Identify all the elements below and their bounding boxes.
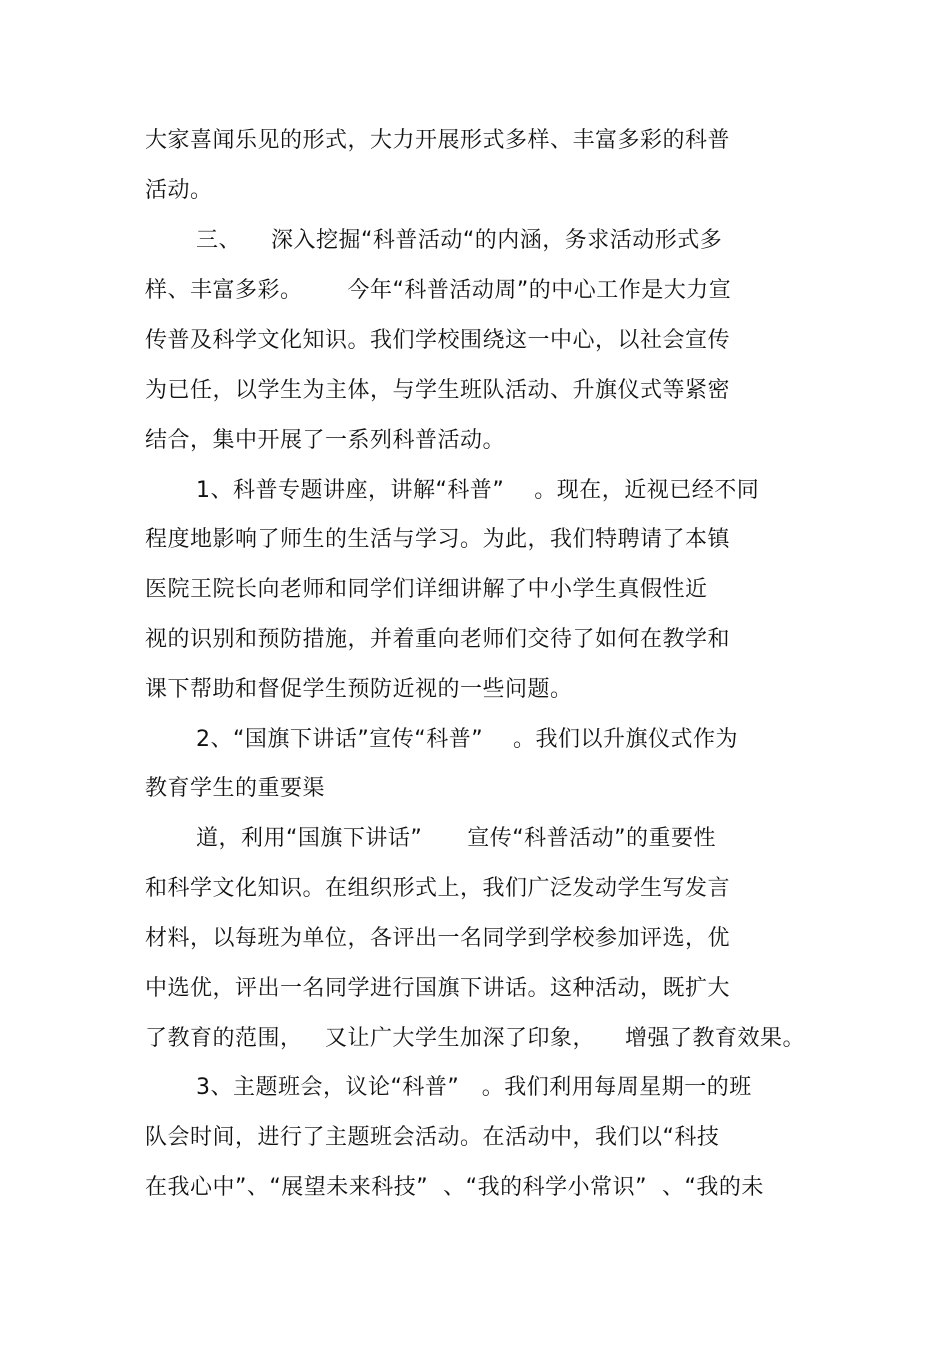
text-line: 程度地影响了师生的生活与学习。为此，我们特聘请了本镇 bbox=[145, 527, 731, 552]
text-line: 教育学生的重要渠 bbox=[145, 776, 326, 801]
text-line: 三、 深入挖掘“科普活动“的内涵，务求活动形式多 bbox=[196, 228, 723, 253]
text-line: 医院王院长向老师和同学们详细讲解了中小学生真假性近 bbox=[145, 577, 708, 602]
text-line: 样、丰富多彩。 今年“科普活动周”的中心工作是大力宣 bbox=[145, 278, 732, 303]
text-line: 为已任，以学生为主体，与学生班队活动、升旗仪式等紧密 bbox=[145, 378, 731, 403]
text-line: 传普及科学文化知识。我们学校围绕这一中心，以社会宣传 bbox=[145, 328, 731, 353]
text-line: 视的识别和预防措施，并着重向老师们交待了如何在教学和 bbox=[145, 627, 731, 652]
text-line: 大家喜闻乐见的形式，大力开展形式多样、丰富多彩的科普 bbox=[145, 128, 731, 153]
text-line: 1、科普专题讲座，讲解“科普” 。现在，近视已经不同 bbox=[196, 478, 760, 503]
text-line: 道，利用“国旗下讲话” 宣传“科普活动”的重要性 bbox=[196, 826, 717, 851]
text-line: 结合，集中开展了一系列科普活动。 bbox=[145, 428, 506, 453]
text-line: 和科学文化知识。在组织形式上，我们广泛发动学生写发言 bbox=[145, 876, 731, 901]
text-line: 3、主题班会，议论“科普” 。我们利用每周星期一的班 bbox=[196, 1075, 752, 1100]
text-line: 队会时间，进行了主题班会活动。在活动中，我们以“科技 bbox=[145, 1125, 720, 1150]
text-line: 在我心中”、“展望未来科技” 、“我的科学小常识” 、“我的未 bbox=[145, 1175, 764, 1200]
text-line: 中选优，评出一名同学进行国旗下讲话。这种活动，既扩大 bbox=[145, 976, 731, 1001]
text-line: 课下帮助和督促学生预防近视的一些问题。 bbox=[145, 677, 573, 702]
text-line: 了教育的范围， 又让广大学生加深了印象， 增强了教育效果。 bbox=[145, 1026, 805, 1051]
text-line: 2、“国旗下讲话”宣传“科普” 。我们以升旗仪式作为 bbox=[196, 727, 739, 752]
text-line: 活动。 bbox=[145, 178, 213, 203]
text-line: 材料，以每班为单位，各评出一名同学到学校参加评选，优 bbox=[145, 926, 731, 951]
